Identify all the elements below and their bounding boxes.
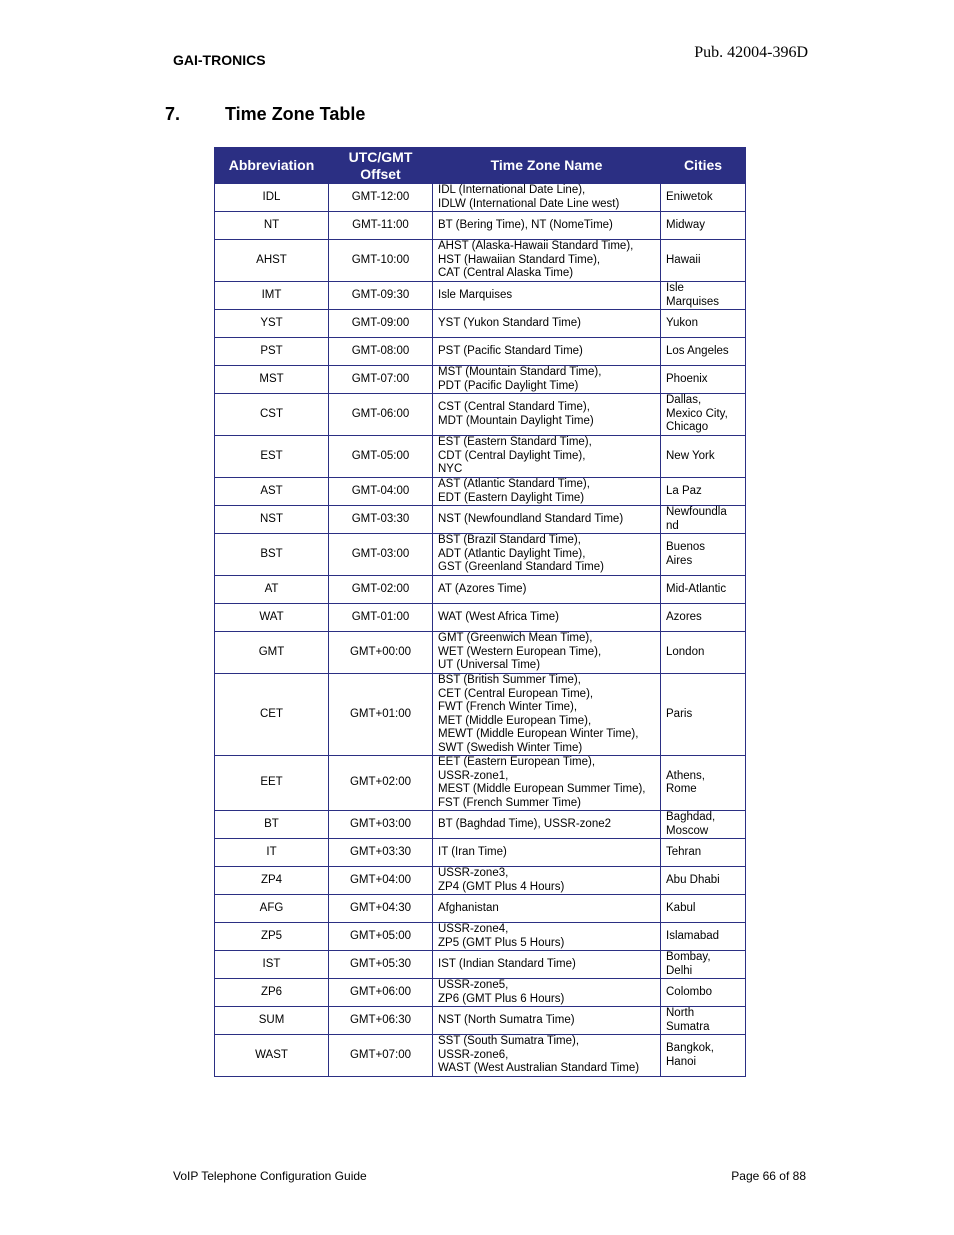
section-number: 7. <box>165 104 181 124</box>
cities-cell: Eniwetok <box>661 184 746 212</box>
footer-document-title: VoIP Telephone Configuration Guide <box>173 1169 367 1183</box>
abbreviation-cell: IDL <box>215 184 329 212</box>
table-row <box>215 506 746 534</box>
cities-cell: Isle Marquises <box>661 282 746 310</box>
table-row <box>215 951 746 979</box>
abbreviation-cell: IST <box>215 951 329 979</box>
table-row <box>215 811 746 839</box>
offset-cell: GMT-05:00 <box>329 436 433 478</box>
cities-cell: Azores <box>661 604 746 632</box>
time-zone-name-cell: Afghanistan <box>433 895 661 923</box>
table-row <box>215 674 746 756</box>
table-row <box>215 184 746 212</box>
cities-cell: Tehran <box>661 839 746 867</box>
time-zone-name-cell: EET (Eastern European Time), USSR-zone1, MEST (Middle European Summer Time), FST (French Summer Time) <box>433 756 661 811</box>
time-zone-name-cell: USSR-zone3, ZP4 (GMT Plus 4 Hours) <box>433 867 661 895</box>
table-row <box>215 895 746 923</box>
section-heading <box>165 104 365 125</box>
offset-cell: GMT-04:00 <box>329 478 433 506</box>
abbreviation-cell: AFG <box>215 895 329 923</box>
cities-cell: New York <box>661 436 746 478</box>
time-zone-name-cell: YST (Yukon Standard Time) <box>433 310 661 338</box>
table-row <box>215 366 746 394</box>
time-zone-name-cell: BT (Baghdad Time), USSR-zone2 <box>433 811 661 839</box>
offset-cell: GMT+03:30 <box>329 839 433 867</box>
time-zone-name-cell: AST (Atlantic Standard Time), EDT (Eastern Daylight Time) <box>433 478 661 506</box>
offset-cell: GMT+07:00 <box>329 1035 433 1077</box>
time-zone-name-cell: NST (Newfoundland Standard Time) <box>433 506 661 534</box>
table-row <box>215 394 746 436</box>
offset-cell: GMT-01:00 <box>329 604 433 632</box>
offset-cell: GMT+06:30 <box>329 1007 433 1035</box>
cities-cell: Newfoundla nd <box>661 506 746 534</box>
abbreviation-cell: IT <box>215 839 329 867</box>
footer-page-number: Page 66 of 88 <box>731 1169 806 1183</box>
time-zone-name-cell: GMT (Greenwich Mean Time), WET (Western European Time), UT (Universal Time) <box>433 632 661 674</box>
abbreviation-cell: AHST <box>215 240 329 282</box>
time-zone-name-cell: IDL (International Date Line), IDLW (International Date Line west) <box>433 184 661 212</box>
table-row <box>215 867 746 895</box>
offset-cell: GMT+03:00 <box>329 811 433 839</box>
offset-cell: GMT-09:30 <box>329 282 433 310</box>
time-zone-name-cell: NST (North Sumatra Time) <box>433 1007 661 1035</box>
table-row <box>215 576 746 604</box>
offset-cell: GMT-11:00 <box>329 212 433 240</box>
publication-number: Pub. 42004-396D <box>694 44 808 61</box>
offset-cell: GMT-03:30 <box>329 506 433 534</box>
abbreviation-cell: YST <box>215 310 329 338</box>
time-zone-name-cell: AHST (Alaska-Hawaii Standard Time), HST (Hawaiian Standard Time), CAT (Central Alaska Time) <box>433 240 661 282</box>
table-row <box>215 212 746 240</box>
time-zone-name-cell: AT (Azores Time) <box>433 576 661 604</box>
offset-cell: GMT-10:00 <box>329 240 433 282</box>
time-zone-name-cell: EST (Eastern Standard Time), CDT (Central Daylight Time), NYC <box>433 436 661 478</box>
time-zone-name-cell: USSR-zone4, ZP5 (GMT Plus 5 Hours) <box>433 923 661 951</box>
table-row <box>215 756 746 811</box>
table-row <box>215 979 746 1007</box>
time-zone-name-cell: PST (Pacific Standard Time) <box>433 338 661 366</box>
table-header-row <box>215 148 746 184</box>
table-row <box>215 604 746 632</box>
offset-cell: GMT+04:00 <box>329 867 433 895</box>
section-title: Time Zone Table <box>225 104 366 124</box>
time-zone-table <box>214 147 746 1077</box>
cities-cell: Phoenix <box>661 366 746 394</box>
table-row <box>215 632 746 674</box>
abbreviation-cell: AT <box>215 576 329 604</box>
abbreviation-cell: NT <box>215 212 329 240</box>
time-zone-name-cell: CST (Central Standard Time), MDT (Mountain Daylight Time) <box>433 394 661 436</box>
time-zone-name-cell: SST (South Sumatra Time), USSR-zone6, WAST (West Australian Standard Time) <box>433 1035 661 1077</box>
cities-cell: Athens, Rome <box>661 756 746 811</box>
offset-cell: GMT-08:00 <box>329 338 433 366</box>
column-header-time-zone-name: Time Zone Name <box>433 148 661 184</box>
offset-cell: GMT+01:00 <box>329 674 433 756</box>
table-row <box>215 478 746 506</box>
cities-cell: Bangkok, Hanoi <box>661 1035 746 1077</box>
abbreviation-cell: SUM <box>215 1007 329 1035</box>
table-row <box>215 282 746 310</box>
table-row <box>215 436 746 478</box>
cities-cell: Bombay, Delhi <box>661 951 746 979</box>
abbreviation-cell: MST <box>215 366 329 394</box>
cities-cell: Baghdad, Moscow <box>661 811 746 839</box>
cities-cell: Midway <box>661 212 746 240</box>
cities-cell: Los Angeles <box>661 338 746 366</box>
time-zone-name-cell: IST (Indian Standard Time) <box>433 951 661 979</box>
abbreviation-cell: CET <box>215 674 329 756</box>
abbreviation-cell: BST <box>215 534 329 576</box>
table-row <box>215 240 746 282</box>
offset-cell: GMT-02:00 <box>329 576 433 604</box>
cities-cell: Mid-Atlantic <box>661 576 746 604</box>
table-row <box>215 310 746 338</box>
table-row <box>215 923 746 951</box>
cities-cell: Hawaii <box>661 240 746 282</box>
abbreviation-cell: CST <box>215 394 329 436</box>
table-row <box>215 534 746 576</box>
offset-cell: GMT+06:00 <box>329 979 433 1007</box>
column-header-abbreviation: Abbreviation <box>215 148 329 184</box>
time-zone-name-cell: MST (Mountain Standard Time), PDT (Pacific Daylight Time) <box>433 366 661 394</box>
abbreviation-cell: ZP5 <box>215 923 329 951</box>
offset-cell: GMT+05:00 <box>329 923 433 951</box>
time-zone-name-cell: BST (Brazil Standard Time), ADT (Atlantic Daylight Time), GST (Greenland Standard Time) <box>433 534 661 576</box>
offset-cell: GMT-07:00 <box>329 366 433 394</box>
time-zone-name-cell: BT (Bering Time), NT (NomeTime) <box>433 212 661 240</box>
cities-cell: Yukon <box>661 310 746 338</box>
abbreviation-cell: ZP4 <box>215 867 329 895</box>
table-row <box>215 1007 746 1035</box>
abbreviation-cell: ZP6 <box>215 979 329 1007</box>
table-row <box>215 1035 746 1077</box>
cities-cell: Paris <box>661 674 746 756</box>
table-row <box>215 338 746 366</box>
table-row <box>215 839 746 867</box>
abbreviation-cell: AST <box>215 478 329 506</box>
cities-cell: Islamabad <box>661 923 746 951</box>
abbreviation-cell: PST <box>215 338 329 366</box>
cities-cell: Kabul <box>661 895 746 923</box>
brand-name: GAI-TRONICS <box>173 52 266 68</box>
time-zone-name-cell: WAT (West Africa Time) <box>433 604 661 632</box>
offset-cell: GMT+02:00 <box>329 756 433 811</box>
abbreviation-cell: EST <box>215 436 329 478</box>
abbreviation-cell: IMT <box>215 282 329 310</box>
time-zone-name-cell: USSR-zone5, ZP6 (GMT Plus 6 Hours) <box>433 979 661 1007</box>
abbreviation-cell: BT <box>215 811 329 839</box>
table-body <box>215 184 746 1077</box>
time-zone-name-cell: BST (British Summer Time), CET (Central European Time), FWT (French Winter Time), MET (Middle European Time), MEWT (Middle European Winter Time), SWT (Swedish Winter Time) <box>433 674 661 756</box>
offset-cell: GMT-03:00 <box>329 534 433 576</box>
cities-cell: Colombo <box>661 979 746 1007</box>
abbreviation-cell: EET <box>215 756 329 811</box>
offset-cell: GMT+04:30 <box>329 895 433 923</box>
cities-cell: Dallas, Mexico City, Chicago <box>661 394 746 436</box>
offset-cell: GMT+00:00 <box>329 632 433 674</box>
column-header-offset: UTC/GMT Offset <box>329 148 433 184</box>
abbreviation-cell: WAT <box>215 604 329 632</box>
time-zone-name-cell: Isle Marquises <box>433 282 661 310</box>
column-header-cities: Cities <box>661 148 746 184</box>
cities-cell: London <box>661 632 746 674</box>
abbreviation-cell: GMT <box>215 632 329 674</box>
cities-cell: La Paz <box>661 478 746 506</box>
offset-cell: GMT-09:00 <box>329 310 433 338</box>
offset-cell: GMT-06:00 <box>329 394 433 436</box>
abbreviation-cell: WAST <box>215 1035 329 1077</box>
cities-cell: North Sumatra <box>661 1007 746 1035</box>
time-zone-name-cell: IT (Iran Time) <box>433 839 661 867</box>
offset-cell: GMT+05:30 <box>329 951 433 979</box>
cities-cell: Buenos Aires <box>661 534 746 576</box>
cities-cell: Abu Dhabi <box>661 867 746 895</box>
abbreviation-cell: NST <box>215 506 329 534</box>
offset-cell: GMT-12:00 <box>329 184 433 212</box>
